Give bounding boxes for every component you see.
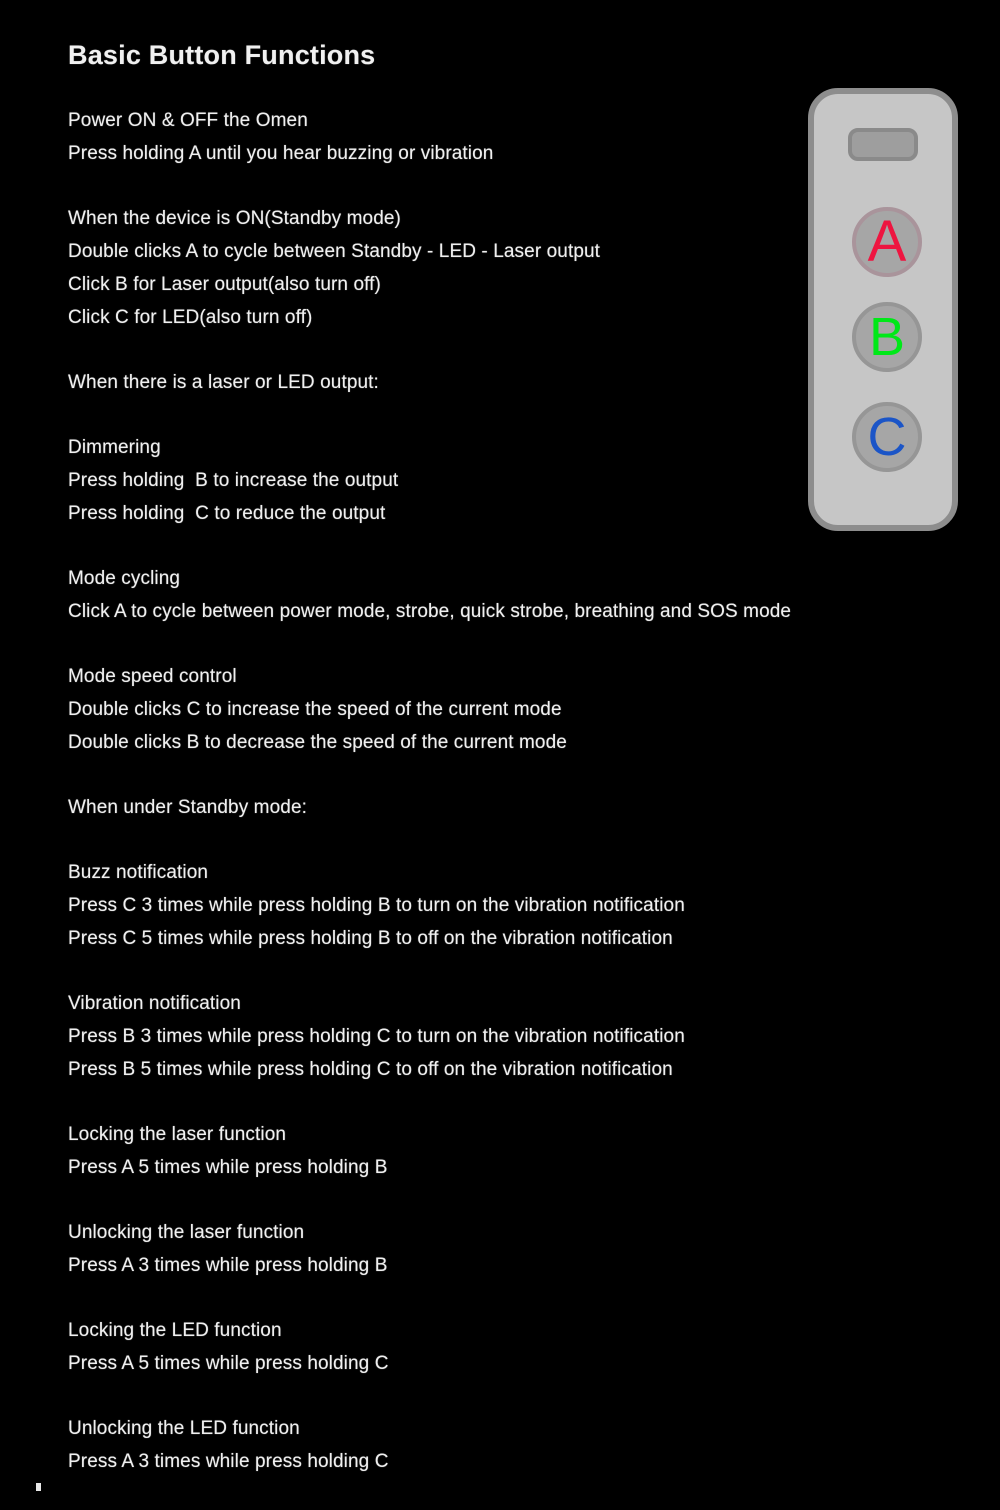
instruction-line: Press A 3 times while press holding B xyxy=(68,1255,388,1276)
manual-text-column xyxy=(68,38,918,1510)
instruction-line: Double clicks A to cycle between Standby - LED - Laser output xyxy=(68,241,601,262)
button-a-illustration xyxy=(852,207,922,277)
instruction-line: Press holding A until you hear buzzing or vibration xyxy=(68,143,494,164)
section-locking-led xyxy=(68,1314,918,1380)
instruction-line: Click A to cycle between power mode, strobe, quick strobe, breathing and SOS mode xyxy=(68,601,792,622)
section-heading: Unlocking the LED function xyxy=(68,1418,300,1439)
instruction-line: Press holding B to increase the output xyxy=(68,470,399,491)
button-b-label: B xyxy=(868,307,906,367)
section-heading: Dimmering xyxy=(68,437,161,458)
device-window xyxy=(848,128,918,161)
section-unlocking-led xyxy=(68,1412,918,1478)
instruction-line: Press B 3 times while press holding C to turn on the vibration notification xyxy=(68,1026,685,1047)
cropped-text-fragment xyxy=(36,1483,41,1491)
section-laser-led-output xyxy=(68,366,918,399)
instruction-line: Press A 5 times while press holding B xyxy=(68,1157,388,1178)
section-heading: Mode cycling xyxy=(68,568,181,589)
section-heading: Mode speed control xyxy=(68,666,237,687)
button-b-illustration xyxy=(852,302,922,372)
section-power-on-off xyxy=(68,104,918,170)
instruction-line: Press B 5 times while press holding C to off on the vibration notification xyxy=(68,1059,673,1080)
button-a-label: A xyxy=(867,209,907,274)
instruction-line: Click B for Laser output(also turn off) xyxy=(68,274,381,295)
section-standby-mode xyxy=(68,791,918,824)
section-mode-speed-control xyxy=(68,660,918,759)
section-dimming xyxy=(68,431,918,530)
section-heading: When there is a laser or LED output: xyxy=(68,372,379,393)
instruction-line: Double clicks C to increase the speed of the current mode xyxy=(68,699,562,720)
instruction-line: Double clicks B to decrease the speed of the current mode xyxy=(68,732,567,753)
section-buzz-notification xyxy=(68,856,918,955)
section-unlocking-laser xyxy=(68,1216,918,1282)
instruction-line: Press A 5 times while press holding C xyxy=(68,1353,389,1374)
section-heading: When the device is ON(Standby mode) xyxy=(68,208,401,229)
instruction-line: Press C 5 times while press holding B to off on the vibration notification xyxy=(68,928,673,949)
section-heading: Buzz notification xyxy=(68,862,209,883)
instruction-line: Click C for LED(also turn off) xyxy=(68,307,313,328)
section-heading: When under Standby mode: xyxy=(68,797,307,818)
section-vibration-notification xyxy=(68,987,918,1086)
instruction-line: Press C 3 times while press holding B to turn on the vibration notification xyxy=(68,895,685,916)
section-heading: Locking the LED function xyxy=(68,1320,282,1341)
section-heading: Vibration notification xyxy=(68,993,241,1014)
button-c-illustration xyxy=(852,402,922,472)
instruction-line: Press A 3 times while press holding C xyxy=(68,1451,389,1472)
section-mode-cycling xyxy=(68,562,918,628)
device-illustration xyxy=(808,88,958,531)
section-heading: Power ON & OFF the Omen xyxy=(68,110,308,131)
section-heading: Locking the laser function xyxy=(68,1124,287,1145)
button-c-label: C xyxy=(867,407,907,467)
section-locking-laser xyxy=(68,1118,918,1184)
page-title: Basic Button Functions xyxy=(68,40,376,70)
section-device-on-standby xyxy=(68,202,918,334)
section-heading: Unlocking the laser function xyxy=(68,1222,305,1243)
instruction-line: Press holding C to reduce the output xyxy=(68,503,386,524)
